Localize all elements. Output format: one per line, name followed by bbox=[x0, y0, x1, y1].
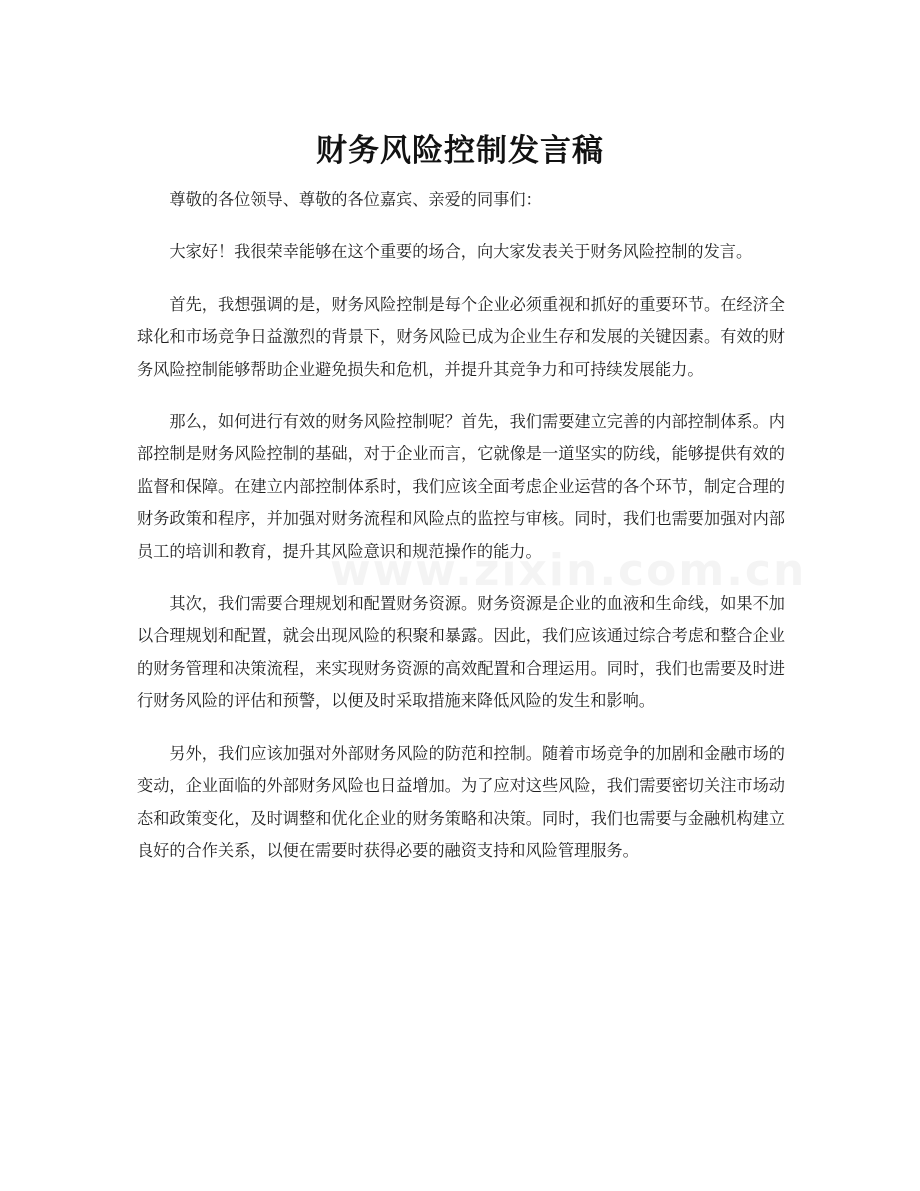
page-title: 财务风险控制发言稿 bbox=[316, 132, 604, 169]
body-paragraph: 首先，我想强调的是，财务风险控制是每个企业必须重视和抓好的重要环节。在经济全球化和市场竞争日益激烈的背景下，财务风险已成为企业生存和发展的关键因素。有效的财务风险控制能够帮助企业避免损失和危机，并提升其竞争力和可持续发展能力。 bbox=[137, 294, 785, 379]
salutation-paragraph: 尊敬的各位领导、尊敬的各位嘉宾、亲爱的同事们： bbox=[169, 190, 542, 209]
document-body bbox=[137, 184, 785, 887]
body-paragraph: 那么，如何进行有效的财务风险控制呢？首先，我们需要建立完善的内部控制体系。内部控制是财务风险控制的基础，对于企业而言，它就像是一道坚实的防线，能够提供有效的监督和保障。在建立内部控制体系时，我们应该全面考虑企业运营的各个环节，制定合理的财务政策和程序，并加强对财务流程和风险点的监控与审核。同时，我们也需要加强对内部员工的培训和教育，提升其风险意识和规范操作的能力。 bbox=[137, 412, 785, 561]
body-paragraph: 另外，我们应该加强对外部财务风险的防范和控制。随着市场竞争的加剧和金融市场的变动，企业面临的外部财务风险也日益增加。为了应对这些风险，我们需要密切关注市场动态和政策变化，及时调整和优化企业的财务策略和决策。同时，我们也需要与金融机构建立良好的合作关系，以便在需要时获得必要的融资支持和风险管理服务。 bbox=[137, 743, 785, 860]
body-paragraph: 大家好！我很荣幸能够在这个重要的场合，向大家发表关于财务风险控制的发言。 bbox=[169, 242, 753, 262]
body-paragraph: 其次，我们需要合理规划和配置财务资源。财务资源是企业的血液和生命线，如果不加以合理规划和配置，就会出现风险的积聚和暴露。因此，我们应该通过综合考虑和整合企业的财务管理和决策流程，来实现财务资源的高效配置和合理运用。同时，我们也需要及时进行财务风险的评估和预警，以便及时采取措施来降低风险的发生和影响。 bbox=[137, 594, 785, 711]
